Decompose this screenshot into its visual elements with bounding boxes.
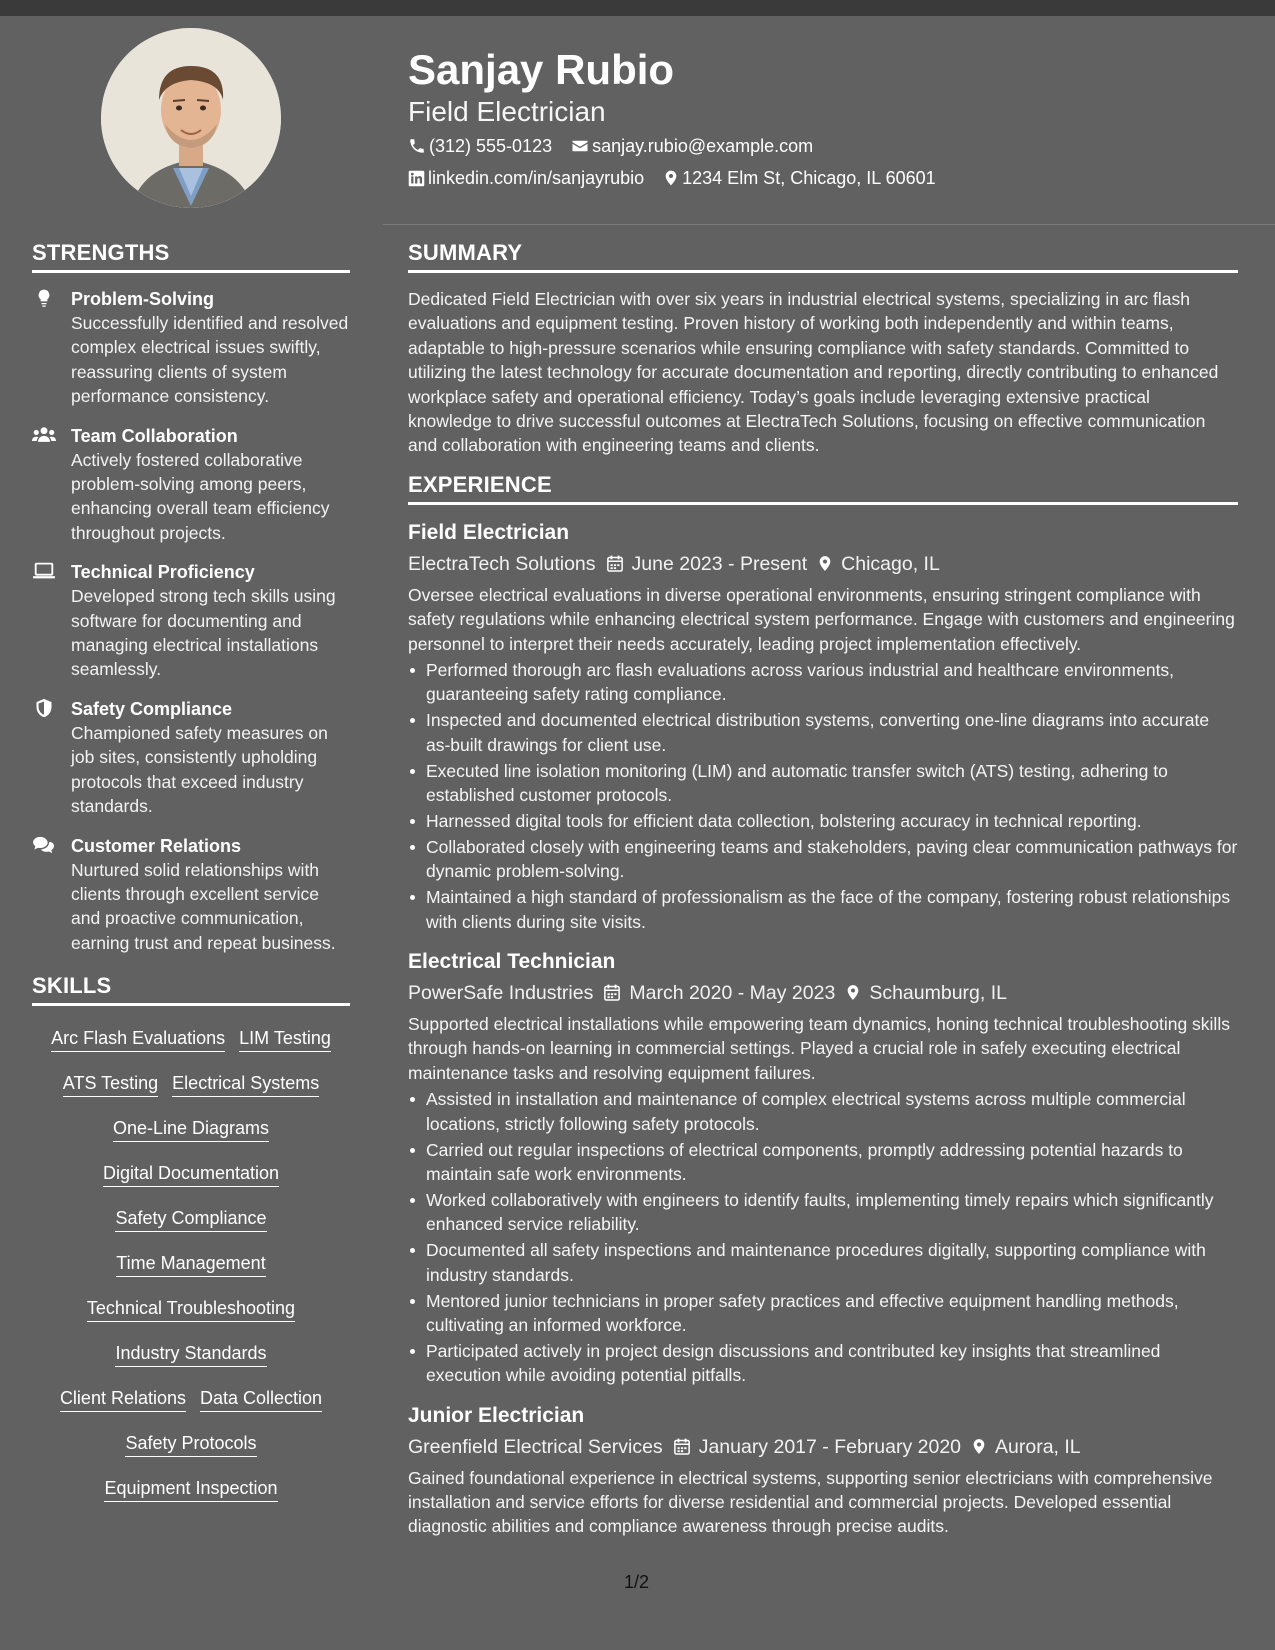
summary-heading: SUMMARY — [408, 240, 1238, 273]
skill-tag: Client Relations — [60, 1386, 186, 1412]
email-text: sanjay.rubio@example.com — [592, 136, 814, 156]
job-location: Aurora, IL — [995, 1435, 1081, 1458]
bullet-item: Executed line isolation monitoring (LIM) and automatic transfer switch (ATS) testing, adhering to established customer protocols. — [426, 759, 1238, 808]
strength-desc: Developed strong tech skills using software for documenting and managing electrical installations seamlessly. — [71, 586, 336, 680]
address-contact — [663, 166, 936, 190]
phone-icon — [408, 137, 426, 155]
job-dates: January 2017 - February 2020 — [698, 1435, 962, 1458]
skill-tag: Safety Protocols — [125, 1431, 256, 1457]
map-pin-icon — [663, 169, 679, 187]
header-divider — [383, 224, 1275, 225]
top-bar — [0, 0, 1275, 16]
skills-list — [32, 1020, 350, 1521]
bullet-item: Carried out regular inspections of electrical components, promptly addressing potential hazards to maintain safe work environments. — [426, 1138, 1238, 1187]
strengths-heading: STRENGTHS — [32, 240, 350, 273]
email-contact[interactable] — [571, 134, 813, 158]
strength-item — [32, 424, 350, 546]
skill-tag: Electrical Systems — [172, 1071, 319, 1097]
job-description: Oversee electrical evaluations in diverse operational environments, ensuring stringent compliance with safety regulations while enhancing electrical system performance. Engage with customers and engineering personnel to interpret their needs accurately, leading project implementation effectively. — [408, 584, 1235, 654]
job-entry — [408, 519, 1238, 934]
bullet-item: Collaborated closely with engineering teams and stakeholders, paving clear communication pathways for dynamic problem-solving. — [426, 835, 1238, 884]
skill-tag: Equipment Inspection — [104, 1476, 277, 1502]
job-bullets — [408, 1087, 1238, 1387]
job-title: Electrical Technician — [408, 950, 616, 974]
users-icon — [32, 425, 56, 445]
job-location: Chicago, IL — [841, 552, 940, 575]
candidate-name: Sanjay Rubio — [408, 46, 675, 93]
linkedin-text: linkedin.com/in/sanjayrubio — [428, 168, 645, 188]
job-dates: March 2020 - May 2023 — [629, 982, 836, 1005]
job-meta — [408, 1432, 1238, 1462]
skill-tag: Arc Flash Evaluations — [51, 1026, 225, 1052]
strength-title: Problem-Solving — [71, 289, 215, 309]
right-column — [408, 240, 1238, 1553]
linkedin-contact[interactable] — [408, 166, 644, 190]
summary-text: Dedicated Field Electrician with over six years in industrial electrical systems, specializing in arc flash evaluations and equipment testing. Proven history of working both independently and within teams, adaptable to high-pressure scenarios while ensuring compliance with safety standards. Committed to utilizing the latest technology for accurate documentation and reporting, directly contributing to enhanced workplace safety and operational efficiency. Today’s goals include leveraging extensive practical knowledge to drive successful outcomes at ElectraTech Solutions, focusing on effective communication and collaboration with engineering teams and clients. — [408, 289, 1219, 456]
bullet-item: Worked collaboratively with engineers to identify faults, implementing timely repairs which significantly enhanced service reliability. — [426, 1188, 1238, 1237]
contact-row-1 — [408, 134, 827, 158]
map-pin-icon — [817, 554, 833, 573]
calendar-icon — [603, 983, 621, 1002]
calendar-icon — [673, 1437, 691, 1456]
skill-tag: Data Collection — [200, 1386, 322, 1412]
phone-text: (312) 555-0123 — [429, 136, 553, 156]
strength-desc: Nurtured solid relationships with clients through excellent service and proactive communication, earning trust and repeat business. — [71, 859, 336, 953]
left-column — [32, 240, 350, 1521]
strength-title: Team Collaboration — [71, 425, 238, 446]
strength-item — [32, 560, 350, 682]
company-name: ElectraTech Solutions — [408, 552, 596, 575]
job-entry — [408, 1402, 1238, 1539]
job-dates: June 2023 - Present — [631, 552, 808, 575]
job-location: Schaumburg, IL — [869, 982, 1007, 1005]
skill-tag: Technical Troubleshooting — [87, 1296, 295, 1322]
calendar-icon — [606, 554, 624, 573]
experience-heading: EXPERIENCE — [408, 472, 1238, 505]
page-number: 1/2 — [624, 1572, 650, 1592]
bullet-item: Participated actively in project design discussions and contributed key insights that streamlined execution while avoiding potential pitfalls. — [426, 1339, 1238, 1388]
shield-icon — [32, 698, 56, 718]
bullet-item: Inspected and documented electrical distribution systems, converting one-line diagrams into accurate as-built drawings for client use. — [426, 708, 1238, 757]
linkedin-icon — [408, 170, 425, 187]
skill-tag: Time Management — [116, 1251, 265, 1277]
skill-tag: Digital Documentation — [103, 1161, 279, 1187]
bullet-item: Maintained a high standard of professionalism as the face of the company, fostering robust relationships with clients during site visits. — [426, 885, 1238, 934]
skill-tag: ATS Testing — [63, 1071, 158, 1097]
lightbulb-icon — [32, 288, 56, 308]
avatar — [101, 28, 281, 208]
envelope-icon — [571, 137, 589, 155]
phone-contact[interactable] — [408, 134, 552, 158]
bullet-item: Documented all safety inspections and maintenance procedures digitally, supporting compliance with industry standards. — [426, 1238, 1238, 1287]
strength-desc: Championed safety measures on job sites, consistently upholding protocols that exceed industry standards. — [71, 722, 328, 817]
strength-item — [32, 697, 350, 819]
job-title: Junior Electrician — [408, 1403, 585, 1427]
skill-tag: LIM Testing — [239, 1026, 331, 1052]
company-name: PowerSafe Industries — [408, 982, 594, 1005]
strength-desc: Successfully identified and resolved complex electrical issues swiftly, reassuring clients of system performance consistency. — [71, 313, 349, 407]
bullet-item: Harnessed digital tools for efficient data collection, bolstering accuracy in technical reporting. — [426, 809, 1238, 833]
strength-item — [32, 834, 350, 956]
bullet-item: Mentored junior technicians in proper safety practices and effective equipment handling methods, cultivating an informed workforce. — [426, 1289, 1238, 1338]
strength-title: Customer Relations — [71, 835, 242, 856]
job-title: Field Electrician — [408, 520, 570, 544]
profile-photo — [101, 28, 281, 208]
skill-tag: Safety Compliance — [115, 1206, 266, 1232]
skill-tag: One-Line Diagrams — [113, 1116, 269, 1142]
job-description: Gained foundational experience in electrical systems, supporting senior electricians with comprehensive installation and service efforts for diverse residential and commercial projects. Developed essential diagnostic abilities and compliance awareness through precise audits. — [408, 1467, 1213, 1537]
job-entry — [408, 948, 1238, 1388]
strength-item — [32, 287, 350, 409]
job-meta — [408, 978, 1238, 1008]
map-pin-icon — [845, 983, 861, 1002]
contact-row-2 — [408, 166, 950, 190]
address-text: 1234 Elm St, Chicago, IL 60601 — [682, 168, 936, 188]
strength-desc: Actively fostered collaborative problem-solving among peers, enhancing overall team efficiency throughout projects. — [71, 449, 330, 543]
strength-title: Technical Proficiency — [71, 562, 255, 583]
laptop-icon — [32, 561, 56, 581]
company-name: Greenfield Electrical Services — [408, 1435, 663, 1458]
job-bullets — [408, 658, 1238, 934]
job-meta — [408, 549, 1238, 579]
map-pin-icon — [971, 1437, 987, 1456]
job-description: Supported electrical installations while empowering team dynamics, honing technical troubleshooting skills through hands-on learning in commercial settings. Played a crucial role in safely executing electrical maintenance tasks and resolving equipment failures. — [408, 1014, 1230, 1083]
comments-icon — [32, 835, 56, 855]
candidate-title: Field Electrician — [408, 96, 606, 127]
bullet-item: Performed thorough arc flash evaluations across various industrial and healthcare environments, guaranteeing safety rating compliance. — [426, 658, 1238, 707]
bullet-item: Assisted in installation and maintenance of complex electrical systems across multiple commercial locations, strictly following safety protocols. — [426, 1087, 1238, 1136]
strength-title: Safety Compliance — [71, 698, 233, 719]
skill-tag: Industry Standards — [115, 1341, 266, 1367]
skills-heading: SKILLS — [32, 973, 350, 1006]
